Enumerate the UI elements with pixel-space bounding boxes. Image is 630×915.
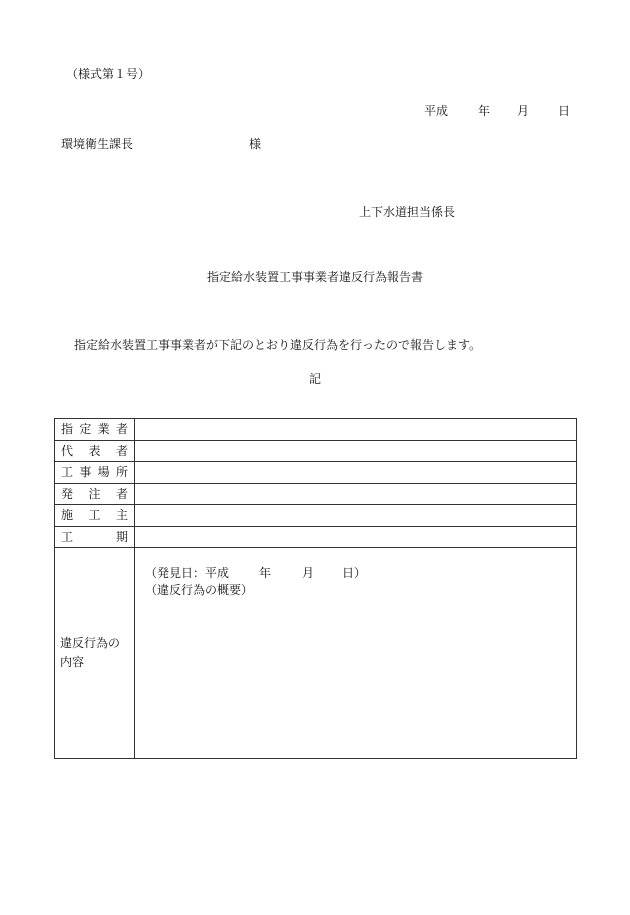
row-value-builder[interactable] [135,505,577,527]
row-label-designated-contractor: 指定業者 [55,419,135,441]
date-month-unit: 月 [517,104,530,118]
table-row [55,483,577,505]
discovery-prefix: （発見日：平成 [145,566,230,580]
table-row [55,440,577,462]
table-row [55,462,577,484]
table-row [55,548,577,759]
row-label-work-period: 工期 [55,526,135,548]
row-label-representative: 代表者 [55,440,135,462]
body-text: 指定給水装置工事事業者が下記のとおり違反行為を行ったので報告します。 [74,338,482,352]
discovery-day-unit: 日） [342,566,367,580]
table-row [55,419,577,441]
table-row [55,505,577,527]
violation-summary-label: （違反行為の概要） [145,583,254,598]
violation-label-line2: 内容 [60,655,85,669]
row-label-builder: 施工主 [55,505,135,527]
addressee: 環境衛生課長 [61,137,134,151]
discovery-date-line [145,565,576,582]
report-table [54,418,577,759]
row-label-orderer: 発注者 [55,483,135,505]
row-value-orderer[interactable] [135,483,577,505]
discovery-year-unit: 年 [259,566,272,580]
sender: 上下水道担当係長 [359,205,456,219]
row-value-work-site[interactable] [135,462,577,484]
row-value-designated-contractor[interactable] [135,419,577,441]
date-line [424,105,570,117]
violation-label-line1: 違反行為の [60,636,121,651]
form-number: （様式第１号） [66,67,151,81]
date-day-unit: 日 [558,104,571,118]
row-label-violation-content [55,548,135,759]
discovery-month-unit: 月 [302,566,315,580]
row-value-representative[interactable] [135,440,577,462]
row-value-violation-content[interactable] [135,548,577,759]
table-row [55,526,577,548]
ki-heading: 記 [308,372,321,386]
honorific: 様 [249,137,262,151]
row-label-work-site: 工事場所 [55,462,135,484]
row-value-work-period[interactable] [135,526,577,548]
document-title: 指定給水装置工事事業者違反行為報告書 [206,270,423,284]
date-year-unit: 年 [478,104,491,118]
date-era: 平成 [424,104,449,118]
